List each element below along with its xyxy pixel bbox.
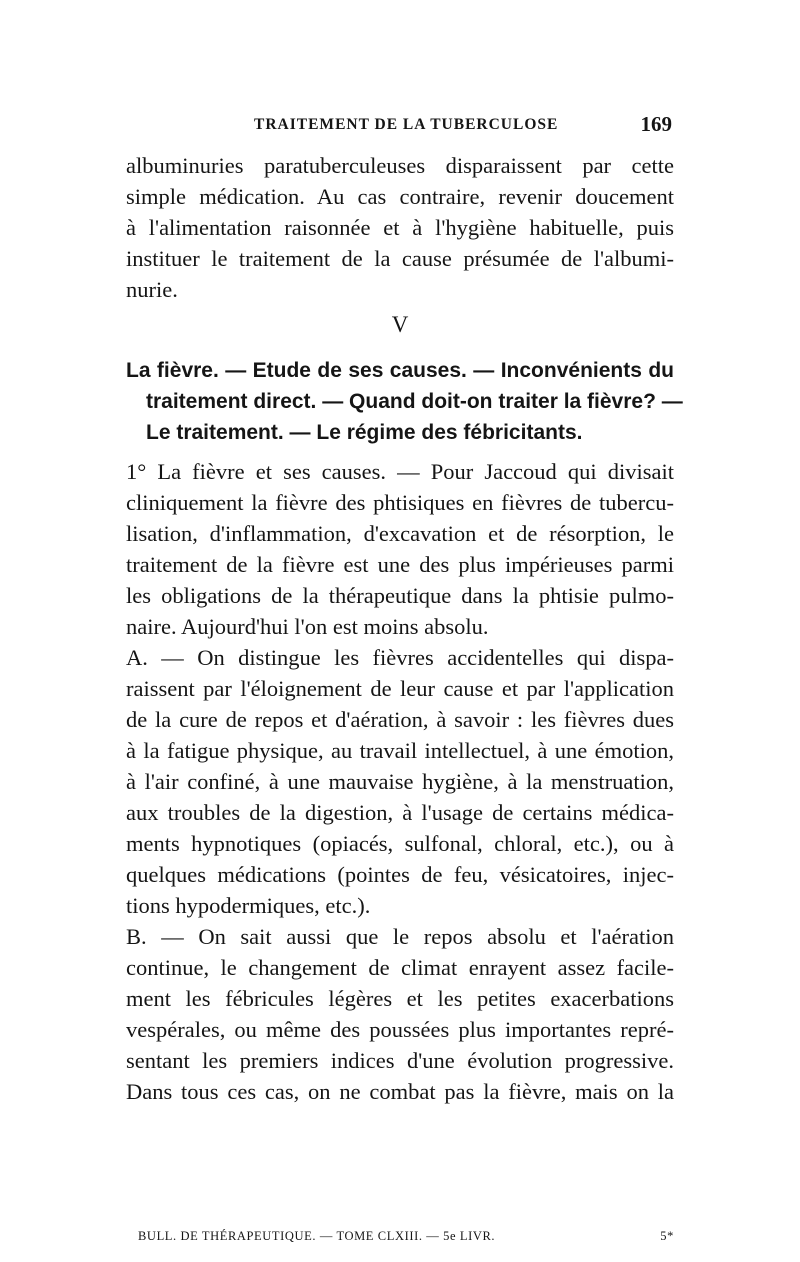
section-heading-line: Le traitement. — Le régime des fébricitants.: [146, 421, 583, 444]
text-line: cliniquement la fièvre des phtisiques en fièvres de tubercu-: [126, 490, 674, 515]
text-line: à l'alimentation raisonnée et à l'hygiène habituelle, puis: [126, 215, 674, 240]
footer-text: BULL. DE THÉRAPEUTIQUE. — TOME CLXIII. — 5e LIVR.: [138, 1229, 496, 1243]
text-line: ments hypnotiques (opiacés, sulfonal, chloral, etc.), ou à: [126, 831, 674, 856]
text-line: raissent par l'éloignement de leur cause et par l'application: [126, 676, 674, 701]
running-title: TRAITEMENT DE LA TUBERCULOSE: [254, 116, 559, 133]
text-line: de la cure de repos et d'aération, à savoir : les fièvres dues: [126, 707, 674, 732]
text-line: traitement de la fièvre est une des plus impérieuses parmi: [126, 552, 674, 577]
text-line: aux troubles de la digestion, à l'usage de certains médica-: [126, 800, 674, 825]
text-line: vespérales, ou même des poussées plus importantes repré-: [126, 1017, 674, 1042]
text-line: sentant les premiers indices d'une évolution progressive.: [126, 1048, 674, 1073]
text-line: B. — On sait aussi que le repos absolu et l'aération: [126, 924, 674, 949]
section-heading-line: La fièvre. — Etude de ses causes. — Inconvénients du: [126, 359, 674, 382]
text-line: simple médication. Au cas contraire, revenir doucement: [126, 184, 674, 209]
running-head: [126, 112, 674, 140]
text-line: albuminuries paratuberculeuses disparaissent par cette: [126, 153, 674, 178]
signature-mark: 5*: [660, 1229, 674, 1243]
text-line: à l'air confiné, à une mauvaise hygiène, à la menstruation,: [126, 769, 674, 794]
text-line: continue, le changement de climat enrayent assez facile-: [126, 955, 674, 980]
text-line: ment les fébricules légères et les petites exacerbations: [126, 986, 674, 1011]
text-line: tions hypodermiques, etc.).: [126, 893, 371, 918]
text-line: quelques médications (pointes de feu, vésicatoires, injec-: [126, 862, 674, 887]
section-heading-line: traitement direct. — Quand doit-on traiter la fièvre? —: [146, 390, 683, 413]
text-line: lisation, d'inflammation, d'excavation et de résorption, le: [126, 521, 674, 546]
section-number: V: [391, 312, 409, 337]
text-line: naire. Aujourd'hui l'on est moins absolu.: [126, 614, 489, 639]
text-line: à la fatigue physique, au travail intellectuel, à une émotion,: [126, 738, 674, 763]
text-line: A. — On distingue les fièvres accidentelles qui dispa-: [126, 645, 674, 670]
text-line: Dans tous ces cas, on ne combat pas la fièvre, mais on la: [126, 1079, 674, 1104]
text-line: 1° La fièvre et ses causes. — Pour Jaccoud qui divisait: [126, 459, 674, 484]
text-line: instituer le traitement de la cause présumée de l'albumi-: [126, 246, 674, 271]
text-line: les obligations de la thérapeutique dans la phtisie pulmo-: [126, 583, 674, 608]
page-footer: [138, 1229, 674, 1244]
text-line: nurie.: [126, 277, 178, 302]
page-number: 169: [640, 112, 672, 136]
